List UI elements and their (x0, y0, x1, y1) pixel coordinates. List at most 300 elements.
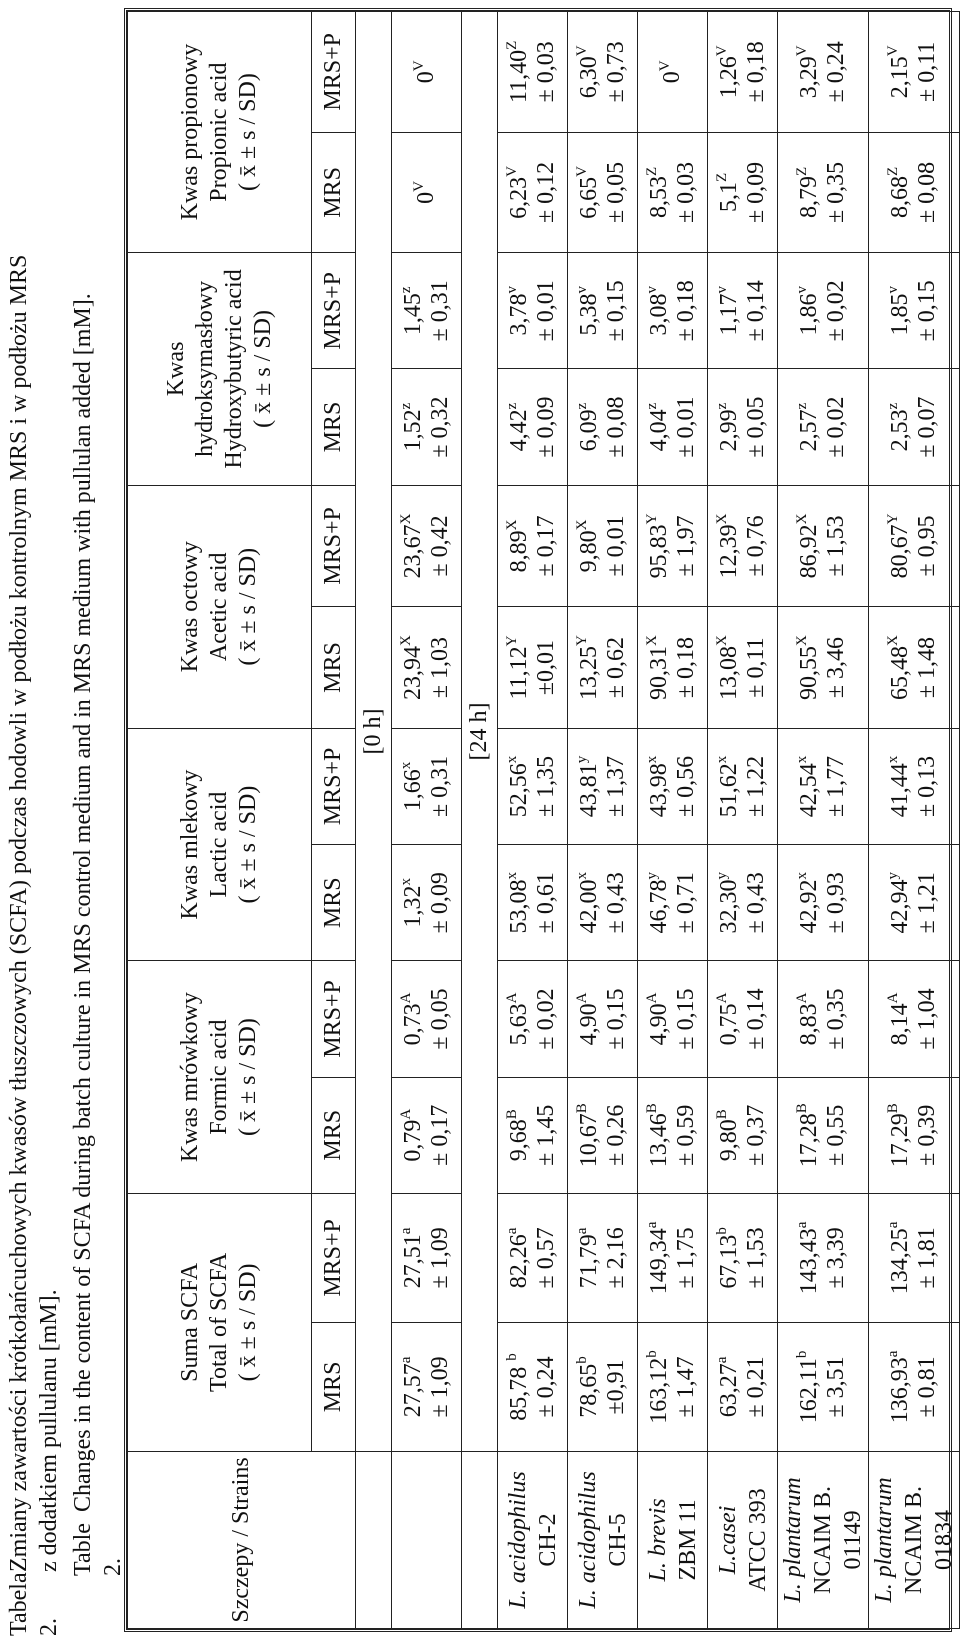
cell-mean-line (503, 14, 533, 130)
cell-mean-line (887, 731, 914, 842)
cell-deviation: ± 1,47 (672, 1356, 699, 1418)
cell-deviation: ± 3,39 (823, 1227, 849, 1289)
cell-mean: 6,65 (575, 176, 602, 219)
cell-deviation: ± 3,46 (823, 636, 849, 699)
cell-deviation: ± 0,03 (532, 41, 559, 103)
cell-mean: 3,29 (796, 56, 822, 99)
cell-mean: 51,62 (715, 763, 742, 818)
header-group-en: Lactic acid (206, 791, 232, 898)
value-cell (638, 132, 708, 253)
cell-mean-line (887, 14, 914, 130)
header-strains: Szczepy / Strains (128, 1451, 356, 1628)
cell-deviation: ± 1,53 (742, 1227, 769, 1289)
cell-significance-letter: a (397, 1227, 414, 1235)
header-mrs-p: MRS+P (312, 12, 356, 133)
cell-mean-line (713, 135, 743, 251)
cell-deviation: ± 0,42 (426, 515, 453, 577)
cell-mean: 71,79 (575, 1234, 602, 1289)
cell-mean-line (503, 609, 533, 726)
cell-significance-letter: b (573, 1356, 590, 1364)
cell-mean-line (713, 1080, 743, 1191)
strain-species: L.casei (714, 1505, 741, 1575)
cell-significance-letter: V (657, 60, 673, 72)
cell-deviation: ± 0,11 (742, 637, 769, 698)
value-cell (708, 12, 778, 133)
value-cell (869, 1193, 960, 1322)
cell-deviation: ± 2,16 (602, 1227, 629, 1289)
table-row (638, 12, 708, 1629)
header-group-0 (128, 1193, 312, 1451)
value-cell (778, 253, 869, 369)
cell-deviation: ± 0,14 (742, 280, 769, 342)
cell-deviation: ± 0,01 (602, 515, 629, 577)
value-cell (392, 728, 462, 844)
cell-significance-letter: A (397, 992, 414, 1004)
cell-mean: 80,67 (887, 524, 913, 579)
cell-significance-letter: a (573, 1227, 590, 1235)
cell-deviation: ± 0,01 (532, 280, 559, 342)
cell-deviation: ± 0,03 (672, 161, 699, 223)
value-cell (498, 253, 568, 369)
header-group-en: Hydroxybutyric acid (220, 269, 247, 469)
cell-mean: 27,51 (399, 1234, 426, 1289)
header-group-stat: ( x̄ ± s / SD) (235, 1018, 261, 1137)
cell-mean: 46,78 (645, 879, 672, 934)
value-cell (568, 1322, 638, 1451)
value-cell (638, 961, 708, 1077)
cell-mean: 2,53 (887, 409, 913, 452)
cell-significance-letter: Z (503, 40, 520, 50)
cell-mean-line (796, 731, 823, 842)
cell-mean-line (796, 1325, 823, 1449)
value-cell (708, 607, 778, 729)
value-cell (498, 845, 568, 961)
cell-mean: 143,43 (796, 1228, 822, 1295)
cell-mean: 0 (659, 71, 685, 84)
value-cell (708, 845, 778, 961)
cell-significance-letter: B (885, 1103, 901, 1114)
value-cell (568, 845, 638, 961)
header-group-en: Propionic acid (206, 62, 232, 202)
cell-mean-line (796, 963, 823, 1074)
cell-deviation: ± 0,17 (426, 1104, 453, 1166)
cell-mean: 8,14 (887, 1003, 913, 1046)
header-group-pl: Kwas propionowy (177, 43, 203, 221)
cell-mean-line (503, 1080, 533, 1191)
cell-deviation: ± 0,21 (742, 1356, 769, 1418)
cell-mean: 6,09 (575, 409, 602, 452)
cell-significance-letter: a (503, 1227, 520, 1235)
cell-deviation: ± 0,15 (602, 280, 629, 342)
header-group-3 (128, 485, 312, 728)
cell-mean: 163,12 (645, 1357, 672, 1424)
cell-significance-letter: y (643, 871, 660, 880)
cell-mean: 0,79 (399, 1119, 426, 1162)
cell-significance-letter: x (713, 755, 730, 764)
header-group-5 (128, 12, 312, 253)
cell-mean-line (503, 1196, 533, 1320)
cell-mean-line (503, 371, 533, 482)
cell-mean: 1,66 (399, 769, 426, 812)
cell-mean-line (573, 731, 603, 842)
cell-deviation: ± 0,05 (602, 161, 629, 223)
cell-mean: 95,83 (645, 524, 672, 579)
cell-mean: 86,92 (796, 524, 822, 579)
cell-significance-letter: x (794, 755, 810, 764)
cell-deviation: ± 0,37 (742, 1104, 769, 1166)
cell-mean-line (397, 488, 427, 605)
cell-deviation: ± 0,18 (742, 41, 769, 103)
cell-significance-letter: A (397, 1108, 414, 1120)
cell-deviation: ± 0,13 (914, 755, 940, 818)
cell-mean-line (573, 135, 603, 251)
cell-mean: 1,26 (715, 56, 742, 99)
cell-significance-letter: V (411, 60, 427, 72)
value-cell (778, 1322, 869, 1451)
cell-deviation: ± 0,15 (672, 988, 699, 1050)
cell-significance-letter: A (794, 992, 810, 1004)
cell-mean: 8,83 (796, 1003, 822, 1046)
cell-significance-letter: b (794, 1350, 810, 1359)
cell-mean: 82,26 (505, 1234, 532, 1289)
strain-cell (708, 1451, 778, 1628)
value-cell (568, 1077, 638, 1193)
value-cell (778, 12, 869, 133)
cell-significance-letter: x (503, 871, 520, 880)
cell-mean-line (573, 1325, 603, 1449)
header-group-pl: Kwas mrówkowy (177, 992, 203, 1163)
cell-mean: 0 (413, 191, 439, 204)
caption-polish-line1: Zmiany zawartości krótkołańcuchowych kwasów tłuszczowych (SCFA) podczas hodowli w podłożu kontrolnym MRS i w podłożu MRS (6, 254, 32, 1572)
period-empty-cell (356, 1451, 392, 1628)
cell-deviation: ± 0,09 (426, 872, 453, 934)
cell-deviation: ± 1,75 (672, 1227, 699, 1289)
cell-mean-line (887, 847, 914, 958)
cell-significance-letter: z (794, 402, 810, 410)
cell-mean: 1,17 (715, 293, 742, 336)
cell-mean-line (643, 135, 673, 251)
strain-cell (869, 1451, 960, 1628)
cell-mean: 13,25 (575, 645, 602, 700)
cell-deviation: ± 0,05 (426, 988, 453, 1050)
value-cell (638, 1322, 708, 1451)
header-mrs: MRS (312, 845, 356, 961)
value-cell (638, 1077, 708, 1193)
header-group-pl: Kwas hydroksymasłowy (162, 280, 218, 457)
cell-mean-line (713, 1196, 743, 1320)
cell-mean-line (796, 1080, 823, 1191)
cell-mean-line (643, 731, 673, 842)
cell-mean: 0,73 (399, 1003, 426, 1046)
value-cell (708, 1322, 778, 1451)
cell-significance-letter: V (411, 181, 427, 192)
cell-mean: 5,1 (715, 182, 742, 212)
cell-mean: 13,08 (715, 645, 742, 700)
cell-deviation: ± 1,81 (914, 1227, 940, 1289)
cell-deviation: ±0,91 (602, 1359, 629, 1415)
cell-mean-line (397, 609, 427, 726)
cell-deviation: ± 0,08 (602, 396, 629, 458)
cell-mean: 4,90 (575, 1003, 602, 1046)
cell-deviation: ± 0,57 (532, 1227, 559, 1289)
cell-deviation: ± 0,35 (823, 161, 849, 223)
cell-mean: 1,45 (399, 293, 426, 336)
table-row (778, 12, 869, 1629)
cell-deviation: ± 0,08 (914, 161, 940, 223)
cell-significance-letter: X (794, 513, 810, 525)
cell-mean: 43,98 (645, 763, 672, 818)
cell-mean-line (887, 1080, 914, 1191)
cell-mean: 9,80 (575, 530, 602, 573)
cell-deviation: ± 0,09 (742, 161, 769, 223)
cell-deviation: ± 0,07 (914, 396, 940, 458)
cell-deviation: ± 0,17 (532, 515, 559, 577)
value-cell (708, 485, 778, 607)
cell-mean: 11,40 (505, 49, 532, 103)
table-header (128, 12, 356, 1629)
cell-significance-letter: x (573, 871, 590, 880)
value-cell (392, 1322, 462, 1451)
table-row (869, 12, 960, 1629)
cell-mean-line (503, 847, 533, 958)
cell-mean: 3,78 (505, 293, 532, 336)
cell-mean: 1,52 (399, 409, 426, 452)
cell-mean: 52,56 (505, 763, 532, 818)
cell-mean-line (503, 488, 533, 605)
cell-mean-line (887, 1325, 914, 1449)
value-cell (498, 12, 568, 133)
header-mrs-p: MRS+P (312, 1193, 356, 1322)
cell-significance-letter: A (503, 992, 520, 1004)
cell-significance-letter: V (573, 45, 590, 57)
cell-mean-line (573, 847, 603, 958)
cell-deviation: ± 0,05 (742, 396, 769, 458)
value-cell (498, 1193, 568, 1322)
cell-significance-letter: v (503, 286, 520, 294)
header-mrs: MRS (312, 1077, 356, 1193)
value-cell (498, 132, 568, 253)
cell-mean: 5,63 (505, 1003, 532, 1046)
value-cell (392, 1077, 462, 1193)
value-cell (869, 253, 960, 369)
cell-mean: 6,23 (505, 176, 532, 219)
cell-mean: 162,11 (796, 1358, 822, 1424)
cell-significance-letter: a (885, 1350, 901, 1358)
cell-deviation: ± 1,77 (823, 755, 849, 818)
cell-deviation: ± 1,97 (672, 515, 699, 577)
cell-significance-letter: z (643, 402, 660, 410)
cell-deviation: ± 3,51 (823, 1356, 849, 1418)
cell-deviation: ± 0,12 (532, 161, 559, 223)
cell-significance-letter: y (885, 871, 901, 880)
strain-cell (638, 1451, 708, 1628)
cell-mean-line (796, 371, 823, 482)
cell-significance-letter: x (643, 755, 660, 764)
cell-mean-line (397, 371, 427, 482)
header-group-4 (128, 253, 312, 486)
cell-deviation: ± 0,95 (914, 515, 940, 577)
cell-significance-letter: x (397, 877, 414, 886)
cell-mean: 2,57 (796, 409, 822, 452)
header-group-stat: ( x̄ ± s / SD) (249, 310, 276, 428)
header-group-en: Total of SCFA (206, 1252, 232, 1393)
value-cell (708, 253, 778, 369)
cell-mean: 42,54 (796, 763, 822, 818)
cell-mean: 85,78 (505, 1360, 532, 1421)
value-cell (869, 728, 960, 844)
value-cell (392, 961, 462, 1077)
cell-deviation: ± 1,22 (742, 755, 769, 818)
cell-mean-line (397, 847, 427, 958)
value-cell (708, 1193, 778, 1322)
cell-mean-line (643, 1325, 673, 1449)
cell-mean-line (643, 1196, 673, 1320)
cell-mean: 134,25 (887, 1228, 913, 1295)
value-cell (708, 1077, 778, 1193)
cell-significance-letter: B (503, 1109, 520, 1120)
cell-mean: 67,13 (715, 1234, 742, 1289)
strain-code: NCAIM B. 01149 (810, 1485, 866, 1594)
value-cell (778, 845, 869, 961)
cell-mean-line (503, 1325, 533, 1449)
cell-mean-line (713, 488, 743, 605)
header-group-stat: ( x̄ ± s / SD) (235, 1263, 261, 1382)
cell-mean-line (573, 1196, 603, 1320)
cell-mean-line (796, 488, 823, 605)
cell-deviation: ± 1,04 (914, 988, 940, 1050)
value-cell (638, 845, 708, 961)
cell-mean-line (397, 1080, 427, 1191)
cell-mean: 17,29 (887, 1113, 913, 1168)
cell-mean: 5,38 (575, 293, 602, 336)
value-cell (869, 12, 960, 133)
cell-significance-letter: V (713, 45, 730, 57)
header-group-pl: Kwas octowy (177, 541, 203, 673)
header-mrs: MRS (312, 132, 356, 253)
caption-polish-line2: z dodatkiem pullulanu [mM]. (36, 1289, 62, 1572)
strain-code: NCAIM B. 01834 (901, 1485, 957, 1594)
cell-significance-letter: X (643, 635, 660, 646)
cell-mean-line (643, 963, 673, 1074)
cell-significance-letter: v (713, 286, 730, 294)
cell-significance-letter: v (573, 286, 590, 294)
cell-significance-letter: z (885, 402, 901, 410)
cell-significance-letter: a (397, 1356, 414, 1364)
cell-deviation: ± 0,73 (602, 41, 629, 103)
header-group-stat: ( x̄ ± s / SD) (235, 73, 261, 192)
cell-deviation: ± 0,01 (672, 396, 699, 458)
header-group-stat: ( x̄ ± s / SD) (235, 785, 261, 904)
cell-mean-line (887, 488, 914, 605)
value-cell (638, 607, 708, 729)
cell-mean-line (643, 847, 673, 958)
value-cell (498, 607, 568, 729)
strain-cell (778, 1451, 869, 1628)
cell-mean-line (887, 963, 914, 1074)
cell-mean: 9,80 (715, 1119, 742, 1162)
cell-mean-line (659, 14, 686, 130)
cell-mean-line (573, 1080, 603, 1191)
cell-mean-line (503, 135, 533, 251)
cell-mean-line (796, 1196, 823, 1320)
period-label: [0 h] (356, 12, 392, 1452)
value-cell (498, 369, 568, 485)
cell-deviation: ±0,01 (532, 639, 559, 696)
cell-significance-letter: B (643, 1103, 660, 1114)
cell-deviation: ± 1,09 (426, 1227, 453, 1289)
header-mrs-p: MRS+P (312, 253, 356, 369)
cell-mean: 4,04 (645, 409, 672, 452)
value-cell (638, 728, 708, 844)
strain-species: L. plantarum (871, 1477, 897, 1603)
cell-mean-line (713, 609, 743, 726)
cell-deviation: ± 0,43 (602, 872, 629, 934)
cell-mean-line (713, 1325, 743, 1449)
cell-deviation: ± 0,39 (914, 1104, 940, 1166)
cell-mean: 2,15 (887, 56, 913, 99)
cell-significance-letter: X (397, 635, 414, 646)
cell-deviation: ± 0,43 (742, 872, 769, 934)
cell-mean-line (643, 255, 673, 366)
strain-code: ATCC 393 (744, 1488, 771, 1592)
value-cell (778, 1193, 869, 1322)
value-cell (392, 485, 462, 607)
cell-mean: 1,32 (399, 885, 426, 928)
cell-significance-letter: x (397, 761, 414, 770)
cell-mean-line (643, 1080, 673, 1191)
table-body (356, 12, 960, 1629)
value-cell (392, 12, 462, 133)
cell-mean: 11,12 (505, 646, 532, 700)
cell-mean: 63,27 (715, 1363, 742, 1418)
cell-mean: 23,94 (399, 645, 426, 700)
strain-cell (498, 1451, 568, 1628)
cell-deviation: ± 0,09 (532, 396, 559, 458)
value-cell (392, 607, 462, 729)
cell-mean: 23,67 (399, 524, 426, 579)
cell-significance-letter: Y (573, 635, 590, 646)
cell-deviation: ± 1,21 (914, 872, 940, 934)
header-mrs-p: MRS+P (312, 728, 356, 844)
value-cell (392, 369, 462, 485)
value-cell (568, 369, 638, 485)
cell-significance-letter: x (794, 871, 810, 880)
value-cell (869, 961, 960, 1077)
value-cell (869, 132, 960, 253)
cell-significance-letter: V (503, 166, 520, 177)
value-cell (638, 369, 708, 485)
cell-mean: 8,89 (505, 530, 532, 573)
cell-significance-letter: A (573, 992, 590, 1004)
strain-species: L. acidophilus (574, 1471, 601, 1609)
header-row-groups (128, 12, 312, 1629)
cell-mean-line (643, 609, 673, 726)
cell-deviation: ± 0,76 (742, 515, 769, 577)
value-cell (638, 253, 708, 369)
cell-mean-line (887, 371, 914, 482)
cell-mean-line (713, 255, 743, 366)
cell-deviation: ± 0,81 (914, 1356, 940, 1418)
cell-mean-line (397, 1196, 427, 1320)
value-cell (778, 485, 869, 607)
cell-mean-line (887, 135, 914, 251)
cell-significance-letter: a (713, 1356, 730, 1364)
value-cell (778, 607, 869, 729)
cell-mean-line (796, 14, 823, 130)
cell-deviation: ± 0,26 (602, 1104, 629, 1166)
caption-polish-label: Tabela 2. (6, 1572, 62, 1636)
value-cell (568, 607, 638, 729)
